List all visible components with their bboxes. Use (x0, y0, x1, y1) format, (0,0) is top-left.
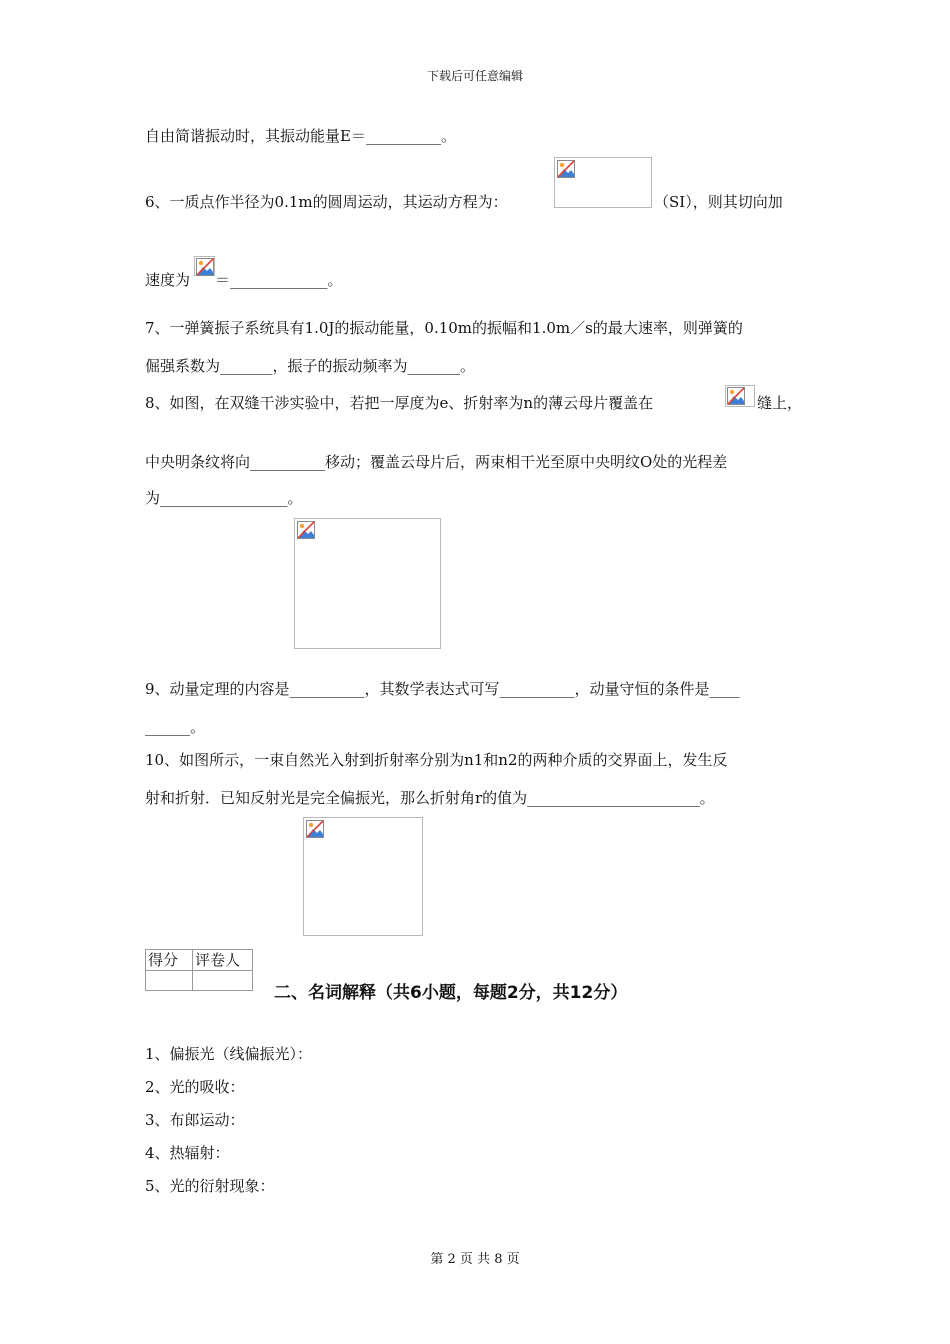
grader-cell (193, 971, 253, 991)
text-line: ＝_____________。 (215, 271, 343, 289)
text-line: 缝上， (757, 394, 803, 412)
question-7-text: 7、一弹簧振子系统具有1.0J的振动能量，0.10m的振幅和1.0m／s的最大速率，则弹簧的 (145, 319, 743, 337)
question-6-text-cont: （SI），则其切向加 (654, 193, 783, 211)
grader-header: 评卷人 (193, 950, 253, 971)
list-item: 5、光的衍射现象： (145, 1177, 275, 1195)
text-line: 射和折射．已知反射光是完全偏振光，那么折射角r的值为_______________________。 (145, 789, 715, 807)
figure-image-placeholder (303, 817, 423, 936)
page-footer: 第 2 页 共 8 页 (430, 1252, 520, 1267)
text-line: 自由简谐振动时，其振动能量E＝__________。 (145, 127, 456, 145)
broken-image-icon (727, 387, 745, 405)
question-9-text: 9、动量定理的内容是__________，其数学表达式可写__________，动量守恒的条件是____ (145, 680, 740, 698)
broken-image-icon (306, 820, 324, 838)
score-header: 得分 (146, 950, 193, 971)
question-10-text: 10、如图所示，一束自然光入射到折射率分别为n1和n2的两种介质的交界面上，发生反 (145, 751, 728, 769)
list-item: 1、偏振光（线偏振光）： (145, 1045, 313, 1063)
text-line: 为_________________。 (145, 489, 303, 507)
equation-image-placeholder (554, 157, 652, 208)
text-line: 速度为 (145, 271, 191, 289)
figure-image-placeholder (294, 518, 441, 649)
broken-image-icon (196, 258, 214, 276)
question-8-text: 8、如图，在双缝干涉实验中，若把一厚度为e、折射率为n的薄云母片覆盖在 (145, 394, 654, 412)
score-table (145, 949, 253, 991)
score-cell (146, 971, 193, 991)
symbol-image-placeholder (194, 256, 215, 276)
text-line: 中央明条纹将向__________移动；覆盖云母片后，两束相干光至原中央明纹O处的光程差 (145, 453, 728, 471)
page-header: 下载后可任意编辑 (426, 69, 523, 83)
text-line: 倔强系数为_______，振子的振动频率为_______。 (145, 357, 476, 375)
list-item: 3、布郎运动： (145, 1111, 245, 1129)
text-line: ______。 (145, 718, 206, 736)
list-item: 2、光的吸收： (145, 1078, 245, 1096)
question-6-text: 6、一质点作半径为0.1m的圆周运动，其运动方程为： (145, 193, 508, 211)
list-item: 4、热辐射： (145, 1144, 230, 1162)
symbol-image-placeholder (725, 385, 755, 407)
broken-image-icon (557, 160, 575, 178)
broken-image-icon (297, 521, 315, 539)
section-title: 二、名词解释（共6小题，每题2分，共12分） (274, 983, 628, 1003)
